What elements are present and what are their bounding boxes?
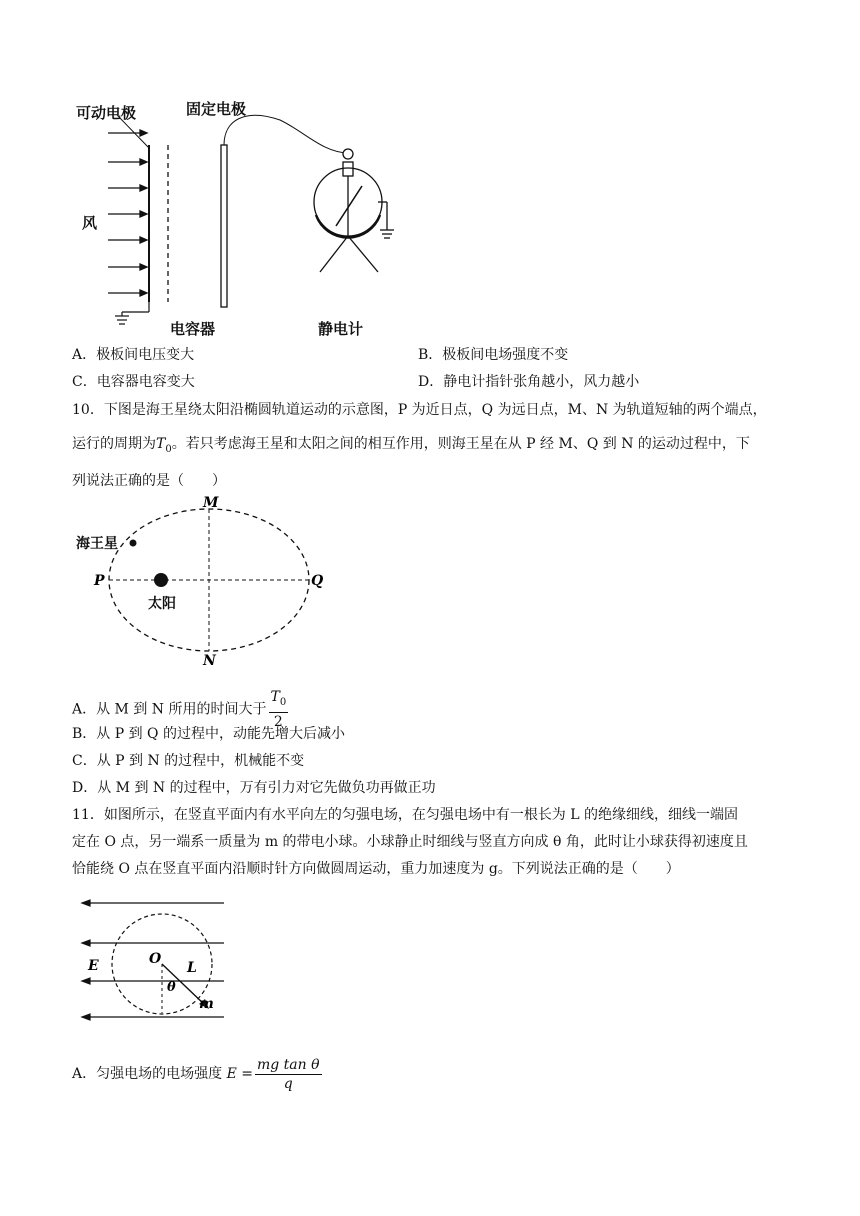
fixed-plate [221, 145, 227, 307]
fraction-den: 2 [273, 713, 283, 730]
label-Q: Q [311, 573, 324, 589]
ground-symbol-left [115, 302, 149, 324]
label-M: M [203, 495, 219, 511]
q9-option-a[interactable]: A．极板间电压变大 [72, 347, 195, 363]
label-theta: θ [167, 980, 176, 995]
q10-option-b[interactable]: B．从 P 到 Q 的过程中，动能先增大后减小 [72, 726, 345, 742]
q10-stem-line1: 10．下图是海王星绕太阳沿椭圆轨道运动的示意图，P 为近日点，Q 为远日点，M、N 为轨道短轴的两个端点， [72, 402, 767, 418]
q11-option-a-text: A．匀强电场的电场强度 [72, 1066, 223, 1082]
q9-option-b[interactable]: B．极板间电场强度不变 [418, 347, 569, 363]
label-sun: 太阳 [148, 596, 176, 612]
q10-option-d[interactable]: D．从 M 到 N 的过程中，万有引力对它先做负功再做正功 [72, 780, 436, 796]
q11-option-a[interactable] [72, 1054, 324, 1094]
fraction-numerator: mg tan θ [256, 1056, 320, 1073]
q11-stem-line3: 恰能绕 O 点在竖直平面内沿顺时针方向做圆周运动，重力加速度为 g。下列说法正确的是（ ） [72, 861, 680, 877]
connecting-wire [224, 115, 348, 153]
q10-stem-line2-b: 。若只考虑海王星和太阳之间的相互作用，则海王星在从 P 经 M、Q 到 N 的运动过程中，下 [171, 436, 750, 452]
label-electrometer: 静电计 [318, 320, 364, 338]
label-L: L [187, 960, 197, 976]
electric-field-circle-figure [78, 893, 238, 1028]
label-E: E [88, 958, 99, 974]
e-equals: E = [226, 1066, 253, 1082]
fraction-num: T [270, 689, 280, 705]
q9-option-d[interactable]: D．静电计指针张角越小，风力越小 [418, 374, 640, 390]
q10-stem-line2 [72, 434, 750, 460]
electrometer [314, 149, 394, 272]
fraction-num-sub: 0 [279, 696, 287, 708]
q11-stem-line2: 定在 O 点，另一端系一质量为 m 的带电小球。小球静止时细线与竖直方向成 θ 角，此时让小球获得初速度且 [72, 834, 748, 850]
q9-option-c[interactable]: C．电容器电容变大 [72, 374, 195, 390]
label-m: m [199, 996, 214, 1012]
q10-stem-line3: 列说法正确的是（ ） [72, 473, 226, 489]
label-neptune: 海王星 [76, 536, 118, 552]
label-fixed-electrode: 固定电极 [186, 100, 247, 118]
q10-stem-line2-a: 运行的周期为 [72, 436, 156, 452]
q11-stem-line1: 11．如图所示，在竖直平面内有水平向左的匀强电场，在匀强电场中有一根长为 L 的绝缘细线，细线一端固 [72, 807, 739, 823]
label-N: N [203, 653, 216, 669]
wind-arrows [108, 130, 147, 296]
q10-option-a-text: A．从 M 到 N 所用的时间大于 [72, 701, 267, 718]
neptune-dot [130, 540, 137, 547]
label-O: O [149, 951, 162, 967]
sun-dot [154, 573, 168, 587]
period-subscript: 0 [165, 443, 172, 455]
field-strength-fraction [255, 1056, 322, 1093]
ellipse-orbit-figure [70, 495, 340, 675]
label-P: P [94, 573, 105, 589]
fraction-denominator: q [283, 1075, 293, 1092]
q10-option-c[interactable]: C．从 P 到 N 的过程中，机械能不变 [72, 753, 305, 769]
capacitor-electrometer-figure [60, 90, 420, 345]
label-wind: 风 [82, 214, 98, 232]
label-movable-electrode: 可动电极 [76, 104, 137, 122]
period-symbol: T [156, 436, 166, 452]
label-capacitor: 电容器 [170, 320, 216, 338]
